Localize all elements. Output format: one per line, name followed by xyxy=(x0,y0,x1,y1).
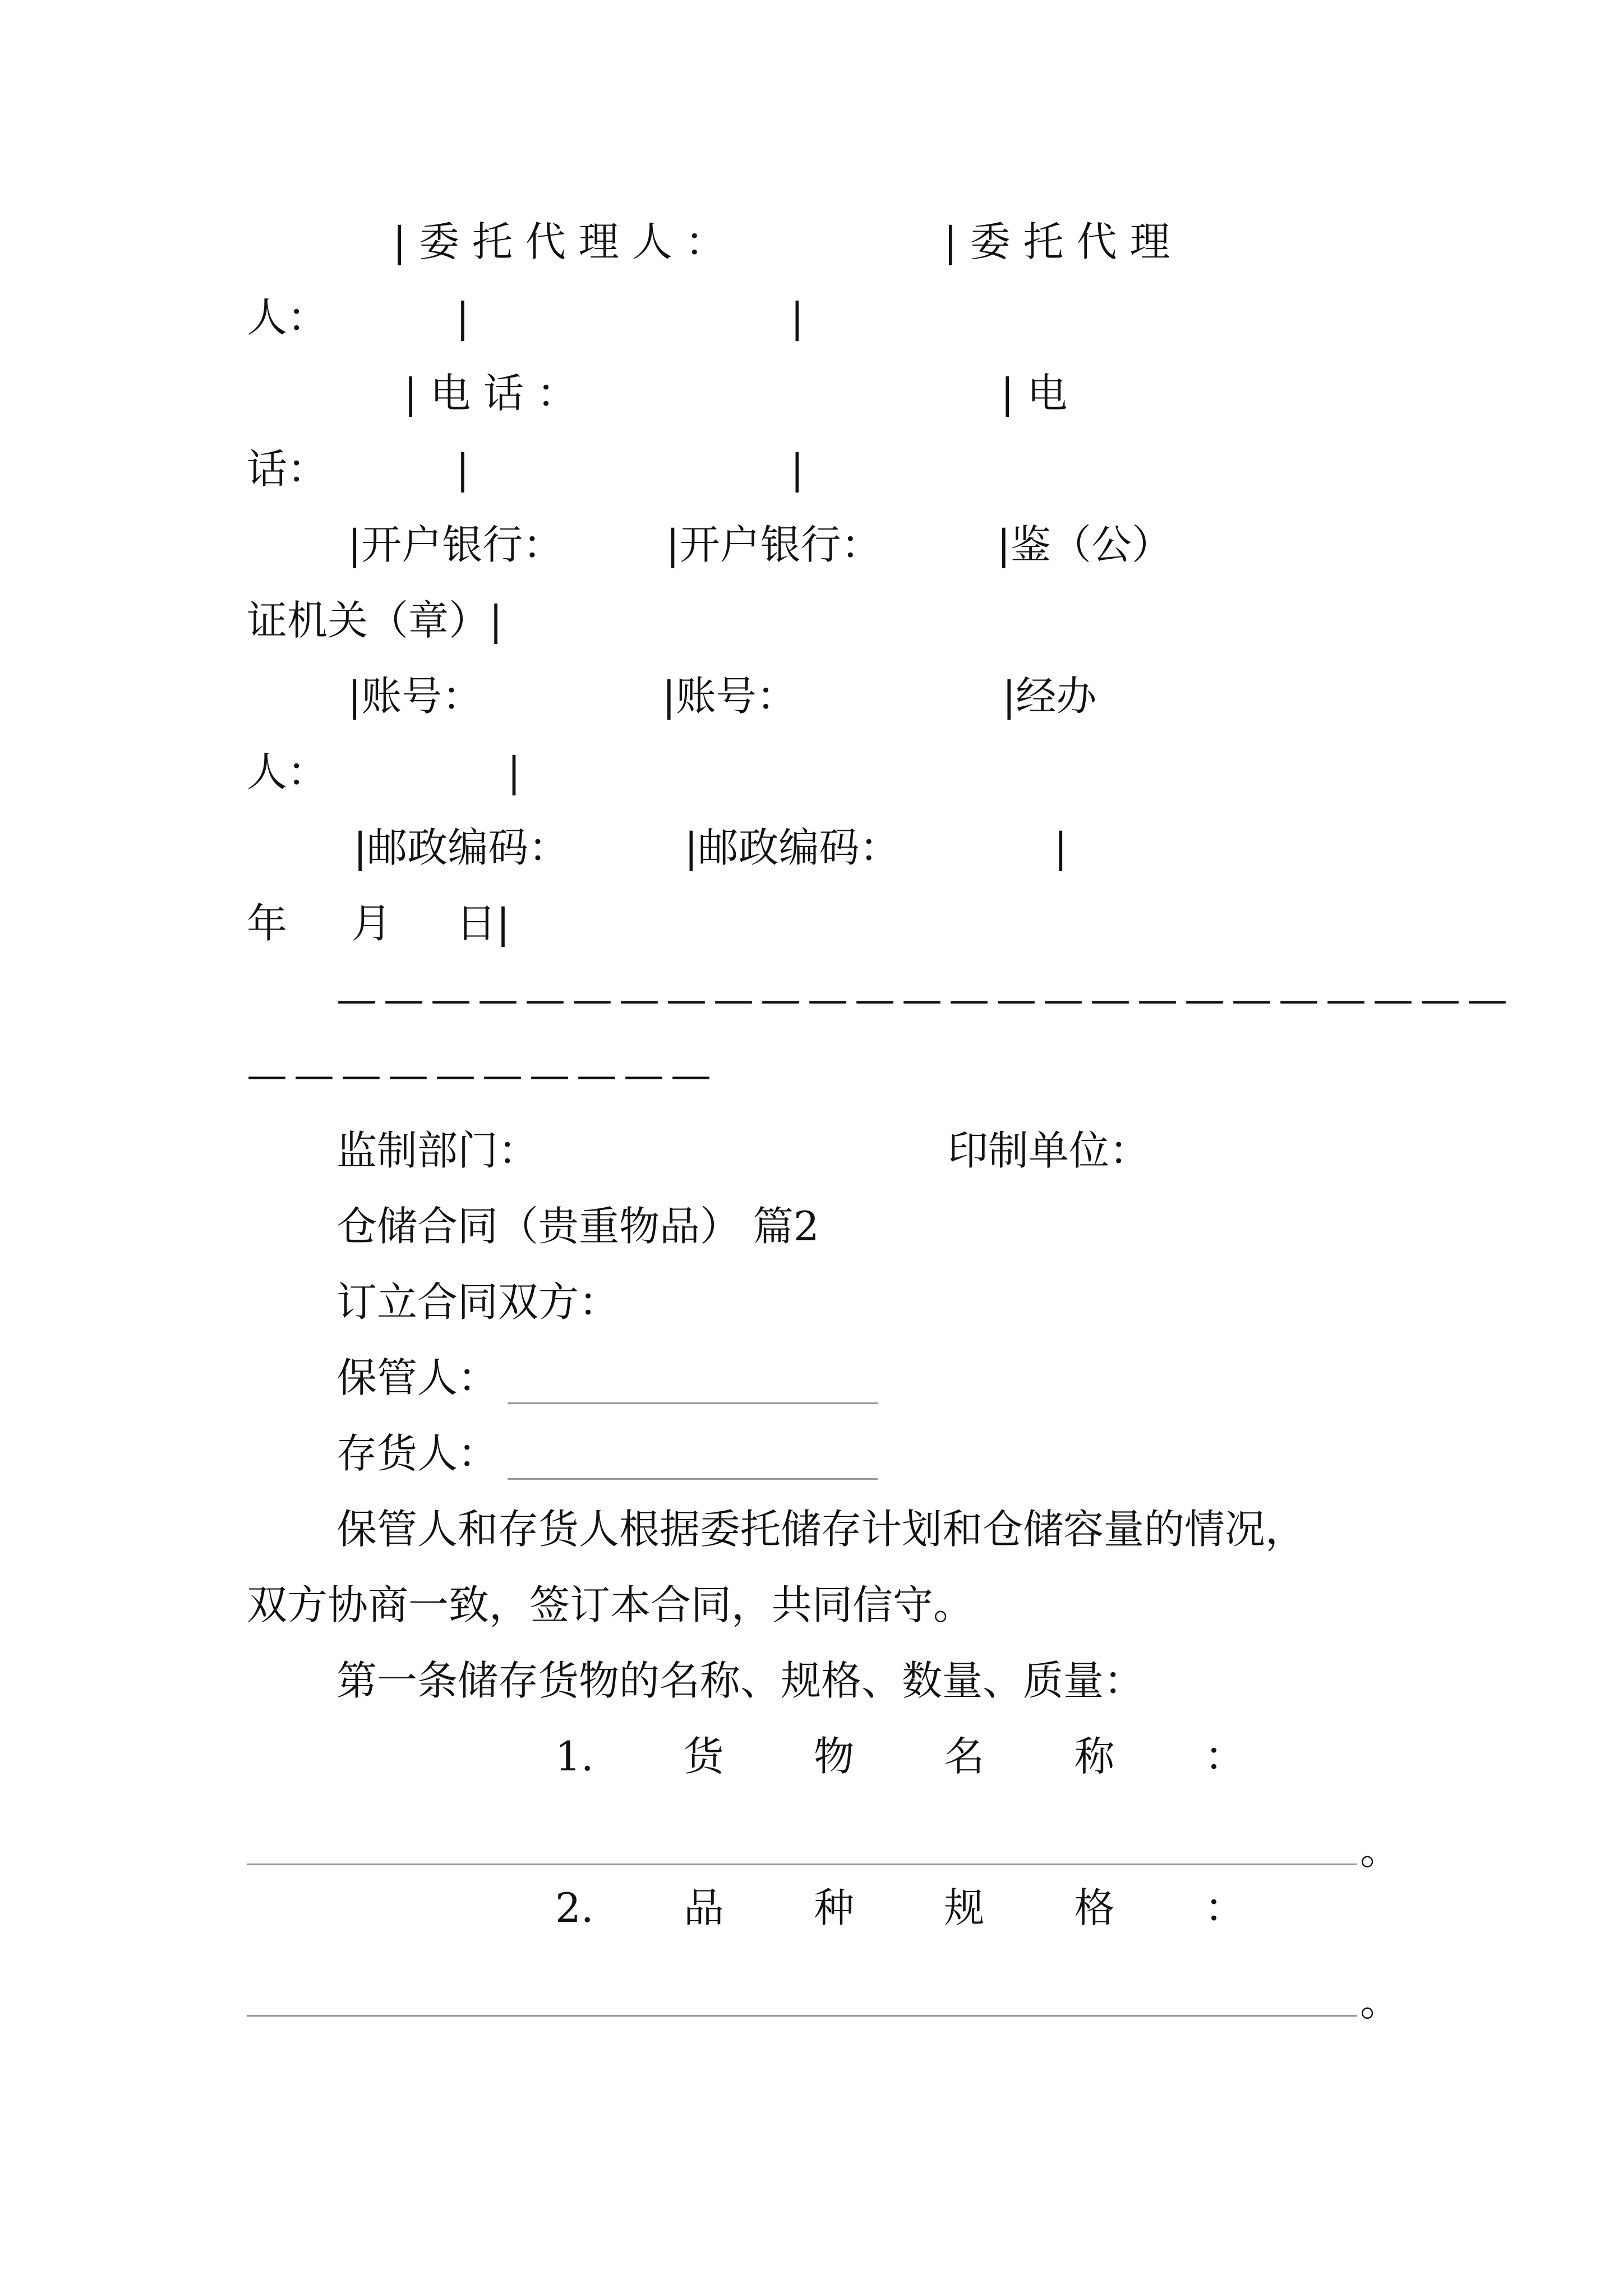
signature-phone-row-cont: 话： | | xyxy=(247,445,804,493)
divider-line: ————————————————————————— xyxy=(336,976,1514,1023)
signature-bank-row-cont: 证机关（章）| xyxy=(247,597,503,644)
signature-delegate-row: | 委 托 代 理 人 ： | 委 托 代 理 xyxy=(393,218,1170,265)
item-1-goods-name-label: 1. 货 物 名 称 ： xyxy=(555,1733,1245,1780)
divider-line-cont: —————————— xyxy=(247,1051,718,1098)
item-2-end-mark: 。 xyxy=(1360,1978,1401,2025)
signature-delegate-row-cont: 人： | | xyxy=(247,294,804,341)
item-1-blank-line xyxy=(247,1864,1357,1865)
item-1-end-mark: 。 xyxy=(1360,1826,1401,1874)
depositor-label: 存货人： xyxy=(336,1430,499,1477)
custodian-blank-line xyxy=(508,1402,878,1404)
signature-phone-row: | 电 话 ： | 电 xyxy=(404,370,1068,417)
supervision-label: 监制部门： xyxy=(336,1127,539,1174)
item-2-blank-line xyxy=(247,2015,1357,2017)
printer-label: 印制单位： xyxy=(948,1127,1150,1174)
signature-account-row-cont: 人： | xyxy=(247,748,521,795)
signature-postcode-row: |邮政编码： |邮政编码： | xyxy=(353,824,1068,871)
parties-heading: 订立合同双方： xyxy=(336,1278,620,1326)
contract-title: 仓储合同（贵重物品） 篇2 xyxy=(336,1203,819,1250)
depositor-blank-line xyxy=(508,1478,878,1480)
article-1-heading: 第一条储存货物的名称、规格、数量、质量： xyxy=(336,1657,1145,1704)
signature-account-row: |账号： |账号： |经办 xyxy=(348,673,1097,720)
intro-paragraph-line-2: 双方协商一致，签订本合同，共同信守。 xyxy=(247,1581,974,1628)
item-2-spec-label: 2. 品 种 规 格 ： xyxy=(555,1884,1245,1931)
custodian-label: 保管人： xyxy=(336,1354,499,1401)
signature-bank-row: |开户银行： |开户银行： |鉴（公） xyxy=(348,521,1172,568)
signature-date-row: 年 月 日| xyxy=(247,900,510,947)
intro-paragraph-line-1: 保管人和存货人根据委托储存计划和仓储容量的情况， xyxy=(336,1506,1306,1553)
